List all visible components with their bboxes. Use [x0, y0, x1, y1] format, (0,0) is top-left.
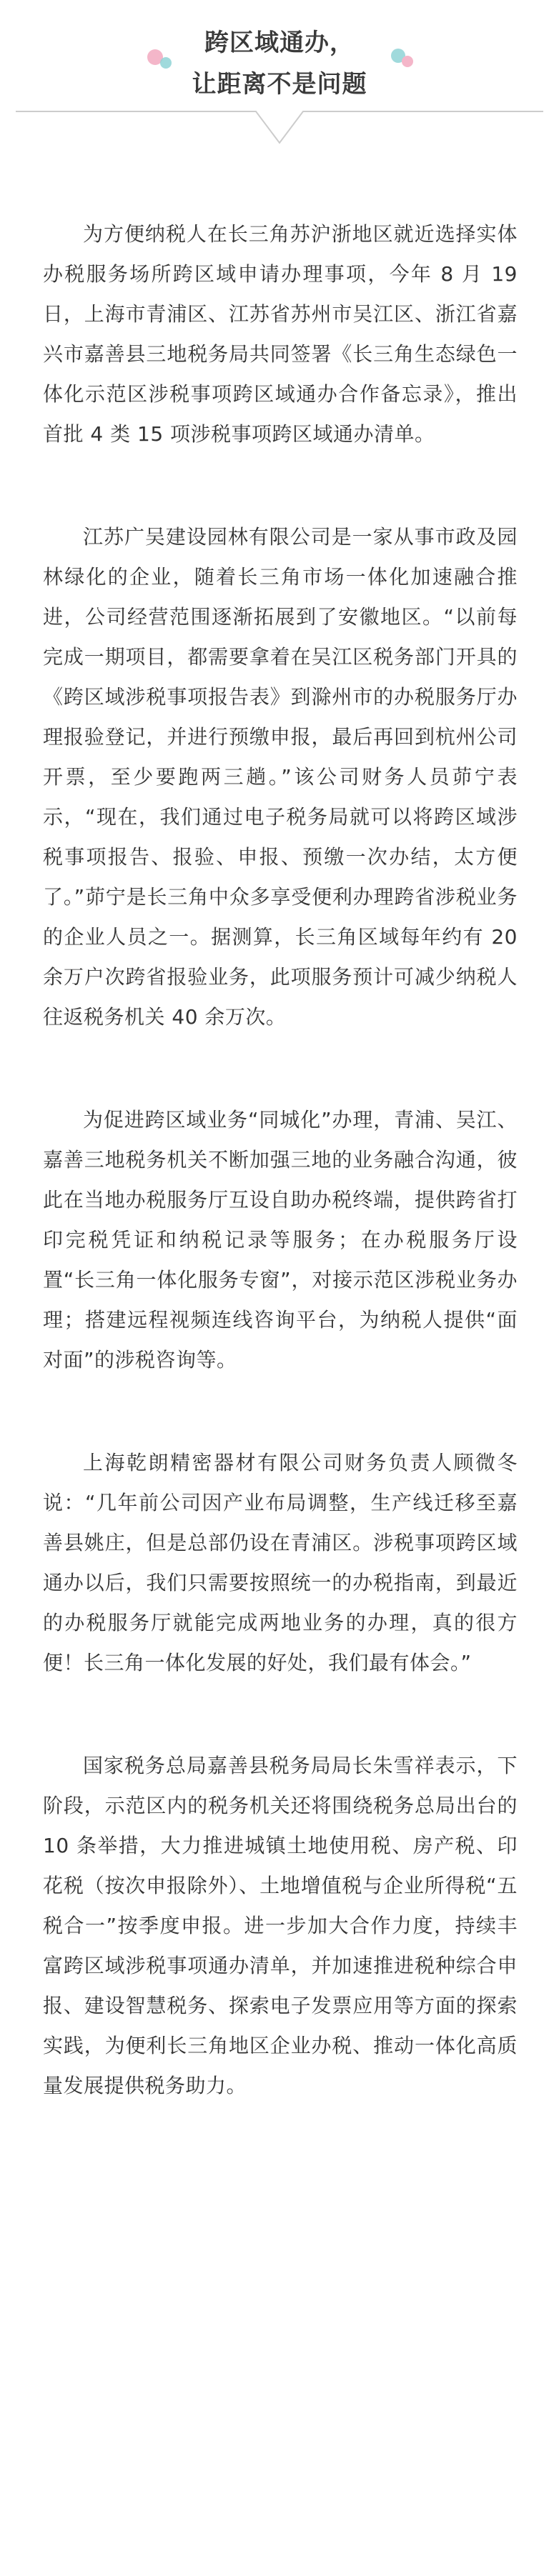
paragraph: 上海乾朗精密器材有限公司财务负责人顾微冬说：“几年前公司因产业布局调整，生产线迁移至嘉善县姚庄，但是总部仍设在青浦区。涉税事项跨区域通办以后，我们只需要按照统一的办税指南，到最近的办税服务厅就能完成两地业务的办理，真的很方便！长三角一体化发展的好处，我们最有体会。” [43, 1451, 518, 1674]
paragraph: 为促进跨区域业务“同城化”办理，青浦、吴江、嘉善三地税务机关不断加强三地的业务融合沟通，彼此在当地办税服务厅互设自助办税终端，提供跨省打印完税凭证和纳税记录等服务；在办税服务厅设置“长三角一体化服务专窗”，对接示范区涉税业务办理；搭建远程视频连线咨询平台，为纳税人提供“面对面”的涉税咨询等。 [43, 1108, 518, 1372]
paragraph: 江苏广吴建设园林有限公司是一家从事市政及园林绿化的企业，随着长三角市场一体化加速融合推进，公司经营范围逐渐拓展到了安徽地区。“以前每完成一期项目，都需要拿着在吴江区税务部门开具的《跨区域涉税事项报告表》到滁州市的办税服务厅办理报验登记，并进行预缴申报，最后再回到杭州公司开票，至少要跑两三趟。”该公司财务人员茆宁表示，“现在，我们通过电子税务局就可以将跨区域涉税事项报告、报验、申报、预缴一次办结，太方便了。”茆宁是长三角中众多享受便利办理跨省涉税业务的企业人员之一。据测算，长三角区域每年约有 20 余万户次跨省报验业务，此项服务预计可减少纳税人往返税务机关 40 余万次。 [43, 525, 518, 1029]
page-subtitle: 让距离不是问题 [192, 70, 367, 99]
paragraph: 国家税务总局嘉善县税务局局长朱雪祥表示，下阶段，示范区内的税务机关还将围绕税务总局出台的 10 条举措，大力推进城镇土地使用税、房产税、印花税（按次申报除外）、土地增值税与企业所得税“五税合一”按季度申报。进一步加大合作力度，持续丰富跨区域涉税事项通办清单，并加速推进税种综合申报、建设智慧税务、探索电子发票应用等方面的探索实践，为便利长三角地区企业办税、推动一体化高质量发展提供税务助力。 [43, 1754, 518, 2097]
article-body [43, 214, 518, 2169]
page-title: 跨区域通办， [204, 29, 355, 57]
header-divider-line [16, 111, 543, 143]
paragraph: 为方便纳税人在长三角苏沪浙地区就近选择实体办税服务场所跨区域申请办理事项，今年 8 月 19 日，上海市青浦区、江苏省苏州市吴江区、浙江省嘉兴市嘉善县三地税务局共同签署《长三角生态绿色一体化示范区涉税事项跨区域通办合作备忘录》，推出首批 4 类 15 项涉税事项跨区域通办清单。 [43, 222, 518, 446]
article-header [0, 0, 559, 171]
